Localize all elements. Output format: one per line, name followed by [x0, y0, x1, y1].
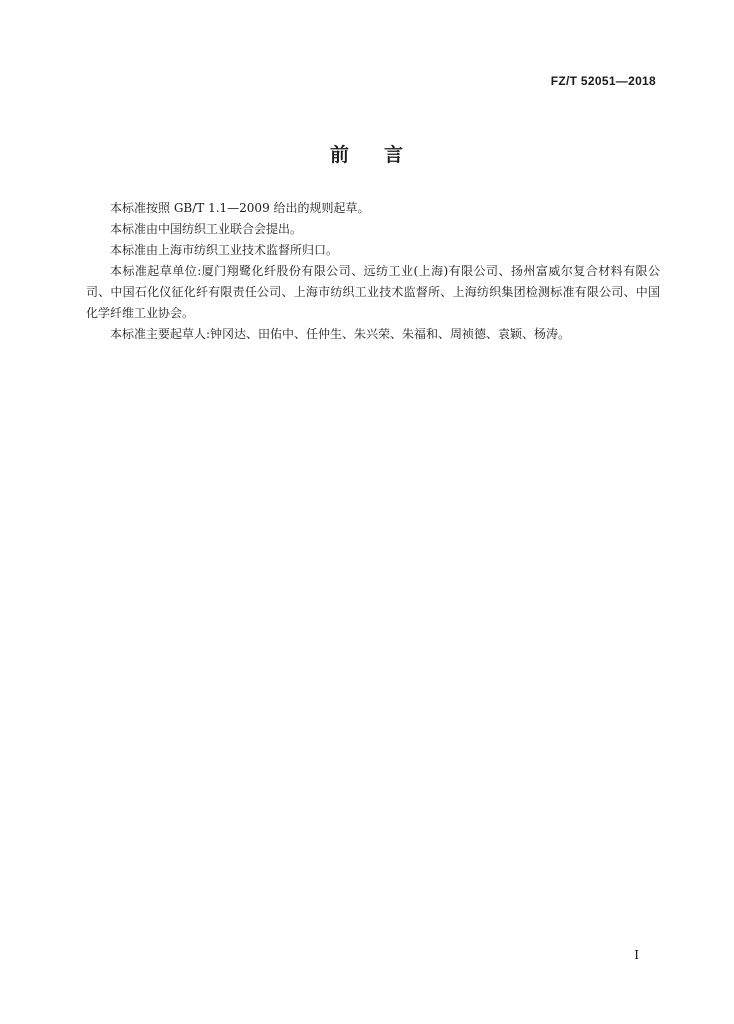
page-title-part-1: 前 — [329, 144, 350, 166]
paragraph-drafting-rules: 本标准按照 GB/T 1.1—2009 给出的规则起草。 — [110, 201, 370, 215]
standard-number: FZ/T 52051—2018 — [550, 74, 656, 88]
page-number: I — [634, 948, 639, 962]
paragraph-drafting-units: 本标准起草单位:厦门翔鹭化纤股份有限公司、远纺工业(上海)有限公司、扬州富威尔复合材料有限公司、中国石化仪征化纤有限责任公司、上海市纺织工业技术监督所、上海纺织集团检测标准有限公司、中国化学纤维工业协会。 — [86, 264, 660, 320]
paragraph-main-drafters: 本标准主要起草人:钟冈达、田佑中、任仲生、朱兴荣、朱福和、周祯德、袁颖、杨涛。 — [110, 327, 571, 341]
page-title — [0, 140, 734, 167]
paragraph-proposed-by: 本标准由中国纺织工业联合会提出。 — [110, 222, 303, 236]
paragraph-centralized-by: 本标准由上海市纺织工业技术监督所归口。 — [110, 243, 339, 257]
page-title-part-2: 言 — [384, 144, 405, 166]
foreword-body — [86, 198, 660, 345]
